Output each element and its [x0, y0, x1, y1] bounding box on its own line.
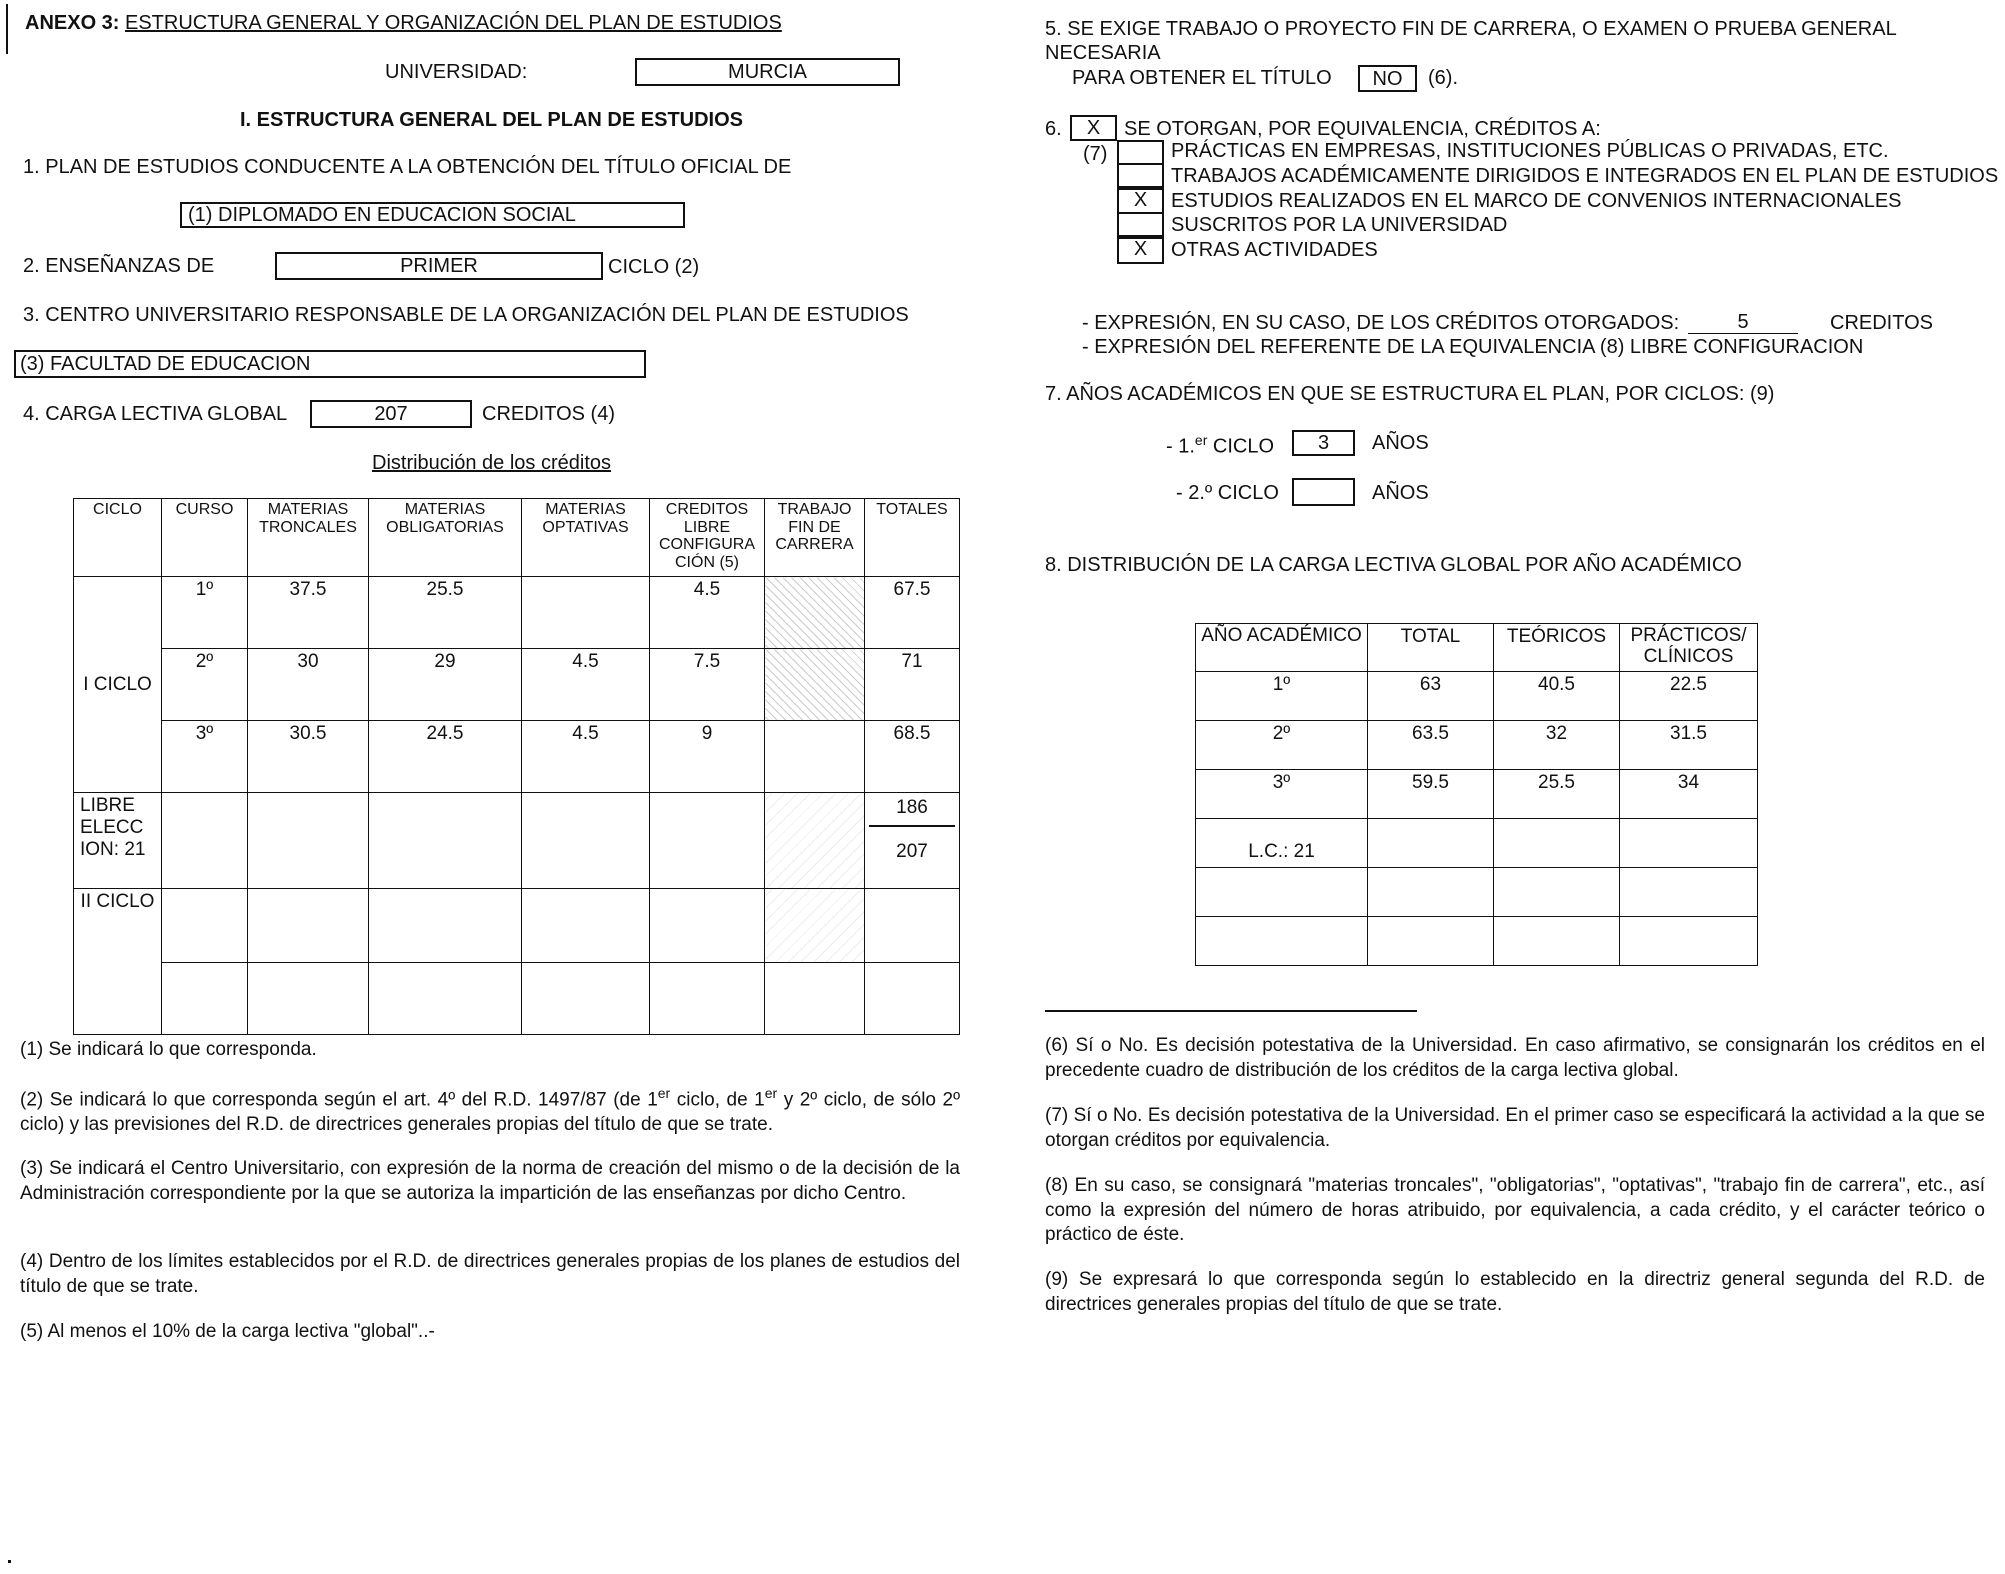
footnote-2: (2) Se indicará lo que corresponda según el art. 4º del R.D. 1497/87 (de 1er ciclo, de 1er y 2º ciclo, de sólo 2º ciclo) y las previsiones del R.D. de directrices generales propias del título de que se trate.	[20, 1085, 961, 1136]
footnote-9: (9) Se expresará lo que corresponda según lo establecido en la directriz general segunda del R.D. de directrices generales propias del título de que se trate.	[1045, 1269, 1985, 1315]
cell-teoricos: 32	[1494, 721, 1620, 770]
option-label: SUSCRITOS POR LA UNIVERSIDAD	[1171, 214, 1508, 236]
cell-ano: 2º	[1196, 721, 1368, 770]
cell-total	[1368, 868, 1494, 917]
cycle-1-label	[1166, 432, 1274, 459]
item-7-label: 7. AÑOS ACADÉMICOS EN QUE SE ESTRUCTURA EL PLAN, POR CICLOS: (9)	[1045, 383, 1775, 405]
cell-practicos	[1620, 917, 1758, 966]
cycle-1-sup: er	[1194, 432, 1208, 448]
table-row	[74, 649, 960, 721]
cycle-2-years	[1292, 478, 1355, 506]
item-6-label: SE OTORGAN, POR EQUIVALENCIA, CRÉDITOS A:	[1124, 118, 1601, 140]
header-practicos: PRÁCTICOS/ CLÍNICOS	[1620, 624, 1758, 672]
table-row	[74, 721, 960, 793]
footnote-3: (3) Se indicará el Centro Universitario, con expresión de la norma de creación del mismo o de la decisión de la Administración correspondiente por la que se autoriza la impartición de las enseñanzas por dicho Centro.	[20, 1158, 960, 1204]
option-label: ESTUDIOS REALIZADOS EN EL MARCO DE CONVENIOS INTERNACIONALES	[1171, 190, 1902, 212]
table-row	[1196, 917, 1758, 966]
empty-cell	[248, 889, 369, 963]
cell-teoricos	[1494, 819, 1620, 868]
footnote-8: (8) En su caso, se consignará "materias troncales", "obligatorias", "optativas", "trabajo fin de carrera", etc., así como la expresión del número de horas atribuido, por equivalencia, a cada crédito, y el carácter teórico o práctico de éste.	[1045, 1175, 1985, 1246]
option-checkbox	[1117, 140, 1164, 165]
item-1-value: (1) DIPLOMADO EN EDUCACION SOCIAL	[180, 202, 685, 228]
cell-practicos: 22.5	[1620, 672, 1758, 721]
cell-totales: 67.5	[865, 577, 960, 649]
table-row	[1196, 868, 1758, 917]
option-label: TRABAJOS ACADÉMICAMENTE DIRIGIDOS E INTEGRADOS EN EL PLAN DE ESTUDIOS	[1171, 165, 1999, 187]
table-row	[1196, 819, 1758, 868]
table-row	[1196, 770, 1758, 819]
cell-ano: 1º	[1196, 672, 1368, 721]
cell-optativas: 4.5	[522, 649, 650, 721]
header-troncales: MATERIAS TRONCALES	[248, 499, 369, 577]
cell-teoricos: 40.5	[1494, 672, 1620, 721]
universidad-label: UNIVERSIDAD:	[385, 61, 528, 83]
empty-cell	[522, 889, 650, 963]
item-5-line-2: NECESARIA	[1045, 42, 1161, 64]
cell-totales: 68.5	[865, 721, 960, 793]
cell-totales: 71	[865, 649, 960, 721]
table-row	[1196, 672, 1758, 721]
empty-cell	[248, 793, 369, 889]
cell-practicos	[1620, 819, 1758, 868]
empty-cell	[162, 963, 248, 1035]
cell-practicos: 34	[1620, 770, 1758, 819]
scan-dot	[8, 1560, 11, 1563]
cell-curso: 1º	[162, 577, 248, 649]
year-header-row	[1196, 624, 1758, 672]
header-totales: TOTALES	[865, 499, 960, 577]
option-checkbox: X	[1117, 188, 1164, 214]
cell-trabajo	[765, 721, 865, 793]
distribution-title: Distribución de los créditos	[372, 452, 611, 474]
option-checkbox: X	[1117, 237, 1164, 264]
item-5-suffix: (6).	[1428, 67, 1458, 89]
footnote-7: (7) Sí o No. Es decisión potestativa de la Universidad. En el primer caso se especificará la actividad a la que se otorgan créditos por equivalencia.	[1045, 1105, 1985, 1151]
cell-ano	[1196, 868, 1368, 917]
cycle-1-word: CICLO	[1212, 435, 1275, 458]
cell-curso: 3º	[162, 721, 248, 793]
item-5-value: NO	[1358, 65, 1417, 92]
empty-cell	[369, 889, 522, 963]
libre-eleccion-row	[74, 793, 960, 889]
cell-teoricos	[1494, 868, 1620, 917]
expression-referent: - EXPRESIÓN DEL REFERENTE DE LA EQUIVALENCIA (8) LIBRE CONFIGURACION	[1082, 336, 1864, 358]
expression-credits-suffix: CREDITOS	[1830, 312, 1933, 334]
cycle-1-prefix: - 1.	[1166, 435, 1195, 458]
table-row	[74, 577, 960, 649]
cell-troncales: 30.5	[248, 721, 369, 793]
anexo-label: ANEXO 3:	[25, 12, 120, 34]
item-5-line-1: 5. SE EXIGE TRABAJO O PROYECTO FIN DE CARRERA, O EXAMEN O PRUEBA GENERAL	[1045, 18, 1897, 40]
subtotal-value: 186	[869, 795, 955, 827]
cell-total	[1368, 819, 1494, 868]
cell-troncales: 30	[248, 649, 369, 721]
header-optativas: MATERIAS OPTATIVAS	[522, 499, 650, 577]
item-5-line-3: PARA OBTENER EL TÍTULO	[1072, 67, 1332, 89]
cell-total: 59.5	[1368, 770, 1494, 819]
header-curso: CURSO	[162, 499, 248, 577]
item-3-value: (3) FACULTAD DE EDUCACION	[14, 350, 646, 378]
empty-cell	[765, 963, 865, 1035]
cell-ano: L.C.: 21	[1196, 819, 1368, 868]
item-3-label: 3. CENTRO UNIVERSITARIO RESPONSABLE DE LA ORGANIZACIÓN DEL PLAN DE ESTUDIOS	[23, 304, 909, 326]
cell-total: 63	[1368, 672, 1494, 721]
empty-cell	[522, 963, 650, 1035]
empty-cell	[522, 793, 650, 889]
cell-optativas	[522, 577, 650, 649]
empty-cell	[248, 963, 369, 1035]
cell-libre: 4.5	[650, 577, 765, 649]
item-6-checkbox: X	[1070, 115, 1117, 141]
empty-cell-shaded	[765, 793, 865, 889]
cell-total	[1368, 917, 1494, 966]
credits-header-row	[74, 499, 960, 577]
item-4-label: 4. CARGA LECTIVA GLOBAL	[23, 403, 288, 425]
table-row	[1196, 721, 1758, 770]
cell-obligatorias: 24.5	[369, 721, 522, 793]
option-label: OTRAS ACTIVIDADES	[1171, 239, 1378, 261]
cycle-1-years: 3	[1292, 430, 1355, 456]
header-obligatorias: MATERIAS OBLIGATORIAS	[369, 499, 522, 577]
footnote-6: (6) Sí o No. Es decisión potestativa de la Universidad. En caso afirmativo, se consignarán los créditos en el precedente cuadro de distribución de los créditos de la carga lectiva global.	[1045, 1035, 1985, 1081]
cycle-2-suffix: AÑOS	[1372, 482, 1429, 504]
empty-cell	[650, 963, 765, 1035]
item-2-label: 2. ENSEÑANZAS DE	[23, 255, 215, 277]
header-ciclo: CICLO	[74, 499, 162, 577]
cell-practicos: 31.5	[1620, 721, 1758, 770]
option-checkbox	[1117, 163, 1164, 188]
ciclo-1-cell: I CICLO	[74, 577, 162, 793]
option-checkbox	[1117, 212, 1164, 237]
item-6-number: 6.	[1045, 118, 1062, 140]
year-distribution-table	[1195, 623, 1758, 966]
cycle-2-label: - 2.º CICLO	[1176, 482, 1279, 504]
header-trabajo-fin: TRABAJO FIN DE CARRERA	[765, 499, 865, 577]
option-label: PRÁCTICAS EN EMPRESAS, INSTITUCIONES PÚBLICAS O PRIVADAS, ETC.	[1171, 140, 1889, 162]
cell-teoricos	[1494, 917, 1620, 966]
empty-cell	[865, 963, 960, 1035]
margin-mark	[6, 4, 8, 54]
cell-trabajo-shaded	[765, 649, 865, 721]
ciclo-2-cell: II CICLO	[74, 889, 162, 1035]
footnote-separator	[1045, 1010, 1417, 1012]
cell-obligatorias: 25.5	[369, 577, 522, 649]
empty-cell	[650, 793, 765, 889]
cell-libre: 9	[650, 721, 765, 793]
section-title: I. ESTRUCTURA GENERAL DEL PLAN DE ESTUDIOS	[240, 109, 744, 131]
footnote-4: (4) Dentro de los límites establecidos por el R.D. de directrices generales propias de los planes de estudios del título de que se trate.	[20, 1251, 960, 1297]
empty-cell	[369, 963, 522, 1035]
cell-ano: 3º	[1196, 770, 1368, 819]
item-8-label: 8. DISTRIBUCIÓN DE LA CARGA LECTIVA GLOBAL POR AÑO ACADÉMICO	[1045, 554, 1742, 576]
cycle-1-suffix: AÑOS	[1372, 432, 1429, 454]
empty-cell	[162, 889, 248, 963]
empty-cell	[369, 793, 522, 889]
header-libre-configuracion: CREDITOS LIBRE CONFIGURA CIÓN (5)	[650, 499, 765, 577]
table-row	[74, 963, 960, 1035]
cell-troncales: 37.5	[248, 577, 369, 649]
footnote-5: (5) Al menos el 10% de la carga lectiva "global"..-	[20, 1321, 435, 1342]
totals-cell	[865, 793, 960, 889]
item-2-value: PRIMER	[275, 252, 603, 280]
empty-cell	[162, 793, 248, 889]
cell-obligatorias: 29	[369, 649, 522, 721]
cell-libre: 7.5	[650, 649, 765, 721]
item-6-ref: (7)	[1083, 143, 1108, 165]
cell-ano	[1196, 917, 1368, 966]
empty-cell-shaded	[765, 889, 865, 963]
header-ano-academico: AÑO ACADÉMICO	[1196, 624, 1368, 672]
item-2-suffix: CICLO (2)	[608, 256, 700, 278]
libre-eleccion-cell: LIBRE ELECC ION: 21	[74, 793, 162, 889]
item-4-value: 207	[310, 400, 472, 428]
cell-total: 63.5	[1368, 721, 1494, 770]
expression-credits-value: 5	[1688, 312, 1798, 334]
universidad-value: MURCIA	[635, 58, 900, 86]
empty-cell	[865, 889, 960, 963]
header-teoricos: TEÓRICOS	[1494, 624, 1620, 672]
credits-table	[73, 498, 960, 1035]
expression-credits-label: - EXPRESIÓN, EN SU CASO, DE LOS CRÉDITOS OTORGADOS:	[1082, 312, 1680, 334]
table-row	[74, 889, 960, 963]
cell-trabajo-shaded	[765, 577, 865, 649]
item-1-label: 1. PLAN DE ESTUDIOS CONDUCENTE A LA OBTENCIÓN DEL TÍTULO OFICIAL DE	[23, 156, 792, 178]
item-4-suffix: CREDITOS (4)	[482, 403, 615, 425]
cell-curso: 2º	[162, 649, 248, 721]
document-title: ESTRUCTURA GENERAL Y ORGANIZACIÓN DEL PLAN DE ESTUDIOS	[125, 12, 782, 34]
header-total: TOTAL	[1368, 624, 1494, 672]
cell-teoricos: 25.5	[1494, 770, 1620, 819]
cell-practicos	[1620, 868, 1758, 917]
grand-total-value: 207	[896, 840, 928, 862]
empty-cell	[650, 889, 765, 963]
cell-optativas: 4.5	[522, 721, 650, 793]
footnote-1: (1) Se indicará lo que corresponda.	[20, 1039, 317, 1060]
